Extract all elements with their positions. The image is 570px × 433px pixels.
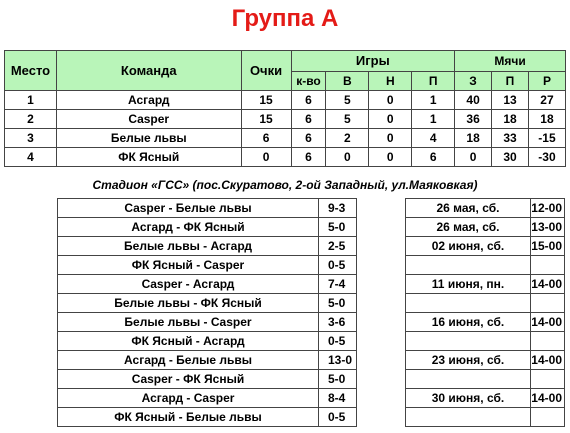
match-time: 14-00 [531,313,565,332]
match-score: 5-0 [319,370,357,389]
standings-cell-points: 15 [241,91,291,110]
standings-cell-conceded: 13 [492,91,529,110]
match-row [58,313,357,332]
match-time: 14-00 [531,351,565,370]
standings-cell-drawn: 0 [369,91,412,110]
date-row [406,256,565,275]
standings-cell-points: 6 [241,129,291,148]
standings-cell-team: ФК Ясный [56,148,241,167]
standings-cell-played: 6 [291,148,326,167]
standings-row [5,148,566,167]
standings-cell-place: 2 [5,110,57,129]
header-games: Игры [291,51,455,72]
standings-cell-diff: -30 [528,148,565,167]
match-date [406,256,531,275]
header-played: к-во [291,72,326,91]
match-date: 26 мая, сб. [406,199,531,218]
header-lost: П [412,72,455,91]
match-score: 2-5 [319,237,357,256]
match-teams: Асгард - ФК Ясный [58,218,319,237]
match-score: 9-3 [319,199,357,218]
date-row [406,332,565,351]
date-row [406,351,565,370]
date-row [406,408,565,427]
match-date: 16 июня, сб. [406,313,531,332]
match-row [58,199,357,218]
header-diff: Р [528,72,565,91]
header-won: В [326,72,369,91]
standings-cell-team: Асгард [56,91,241,110]
match-time: 15-00 [531,237,565,256]
standings-cell-points: 15 [241,110,291,129]
date-row [406,275,565,294]
match-time [531,294,565,313]
match-time: 14-00 [531,389,565,408]
match-teams: Асгард - Casper [58,389,319,408]
match-score: 7-4 [319,275,357,294]
standings-cell-place: 4 [5,148,57,167]
standings-cell-team: Casper [56,110,241,129]
standings-cell-played: 6 [291,110,326,129]
standings-cell-lost: 1 [412,91,455,110]
match-date: 23 июня, сб. [406,351,531,370]
match-teams: Casper - Белые львы [58,199,319,218]
match-score: 0-5 [319,256,357,275]
standings-cell-won: 2 [326,129,369,148]
match-time: 14-00 [531,275,565,294]
standings-header-row [5,51,566,72]
stadium-note: Стадион «ГСС» (пос.Скуратово, 2-ой Западный, ул.Маяковкая) [92,178,478,192]
match-score: 0-5 [319,332,357,351]
date-row [406,389,565,408]
standings-cell-conceded: 33 [492,129,529,148]
standings-cell-played: 6 [291,129,326,148]
date-row [406,313,565,332]
header-drawn: Н [369,72,412,91]
standings-cell-drawn: 0 [369,129,412,148]
match-date [406,294,531,313]
standings-cell-lost: 6 [412,148,455,167]
page-title: Группа А [231,5,339,32]
match-score: 0-5 [319,408,357,427]
header-scored: З [455,72,492,91]
date-row [406,199,565,218]
match-time [531,256,565,275]
match-teams: Белые львы - ФК Ясный [58,294,319,313]
standings-cell-won: 0 [326,148,369,167]
standings-cell-points: 0 [241,148,291,167]
match-teams: ФК Ясный - Асгард [58,332,319,351]
match-row [58,275,357,294]
date-row [406,218,565,237]
standings-cell-place: 1 [5,91,57,110]
match-time [531,370,565,389]
match-teams: ФК Ясный - Casper [58,256,319,275]
match-teams: Белые львы - Асгард [58,237,319,256]
match-row [58,256,357,275]
standings-cell-lost: 4 [412,129,455,148]
match-teams: Casper - ФК Ясный [58,370,319,389]
header-points: Очки [241,51,291,91]
standings-row [5,110,566,129]
match-date: 30 июня, сб. [406,389,531,408]
header-conceded: П [492,72,529,91]
header-place: Место [5,51,57,91]
match-date: 02 июня, сб. [406,237,531,256]
standings-row [5,91,566,110]
match-score: 8-4 [319,389,357,408]
match-teams: Белые львы - Casper [58,313,319,332]
match-row [58,332,357,351]
standings-cell-played: 6 [291,91,326,110]
match-date: 26 мая, сб. [406,218,531,237]
match-date [406,332,531,351]
standings-cell-diff: 27 [528,91,565,110]
dates-table [405,198,565,427]
standings-cell-diff: -15 [528,129,565,148]
match-time: 12-00 [531,199,565,218]
standings-cell-conceded: 18 [492,110,529,129]
standings-cell-conceded: 30 [492,148,529,167]
standings-cell-won: 5 [326,110,369,129]
date-row [406,237,565,256]
header-team: Команда [56,51,241,91]
match-score: 5-0 [319,294,357,313]
match-teams: Casper - Асгард [58,275,319,294]
match-date [406,370,531,389]
standings-cell-scored: 40 [455,91,492,110]
date-row [406,370,565,389]
date-row [406,294,565,313]
match-time: 13-00 [531,218,565,237]
standings-cell-scored: 36 [455,110,492,129]
match-row [58,218,357,237]
match-row [58,389,357,408]
standings-row [5,129,566,148]
standings-cell-diff: 18 [528,110,565,129]
match-date [406,408,531,427]
match-score: 3-6 [319,313,357,332]
standings-cell-drawn: 0 [369,110,412,129]
match-row [58,237,357,256]
standings-table [4,50,566,167]
match-date: 11 июня, пн. [406,275,531,294]
standings-cell-scored: 18 [455,129,492,148]
match-row [58,370,357,389]
header-balls: Мячи [455,51,566,72]
match-score: 5-0 [319,218,357,237]
match-row [58,294,357,313]
standings-cell-lost: 1 [412,110,455,129]
standings-cell-place: 3 [5,129,57,148]
match-time [531,408,565,427]
standings-cell-won: 5 [326,91,369,110]
match-row [58,408,357,427]
matches-table [57,198,357,427]
match-row [58,351,357,370]
match-teams: ФК Ясный - Белые львы [58,408,319,427]
match-score: 13-0 [319,351,357,370]
standings-cell-drawn: 0 [369,148,412,167]
standings-cell-scored: 0 [455,148,492,167]
match-teams: Асгард - Белые львы [58,351,319,370]
match-time [531,332,565,351]
standings-cell-team: Белые львы [56,129,241,148]
